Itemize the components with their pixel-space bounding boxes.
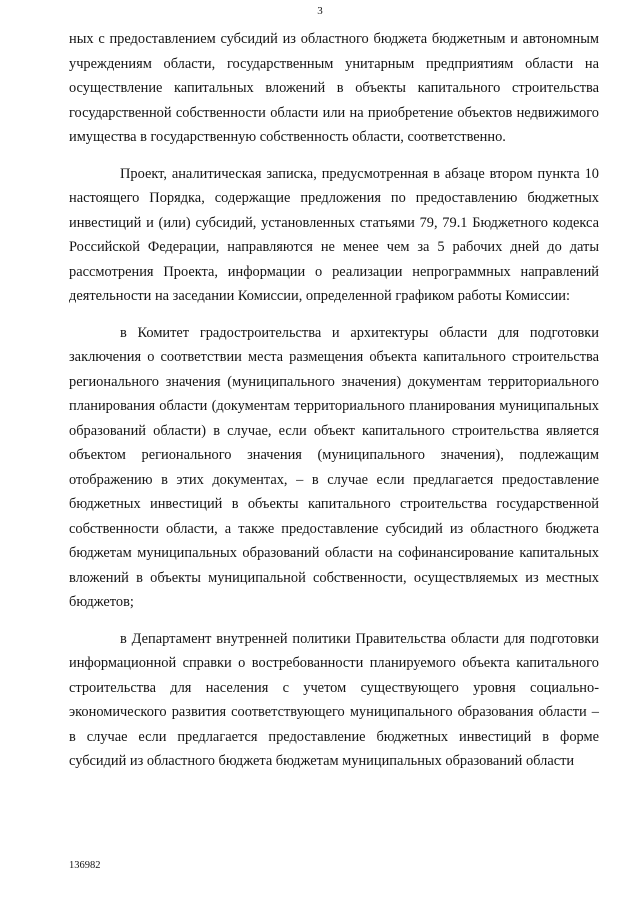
document-body	[69, 27, 599, 774]
paragraph-project-submission: Проект, аналитическая записка, предусмотренная в абзаце втором пункта 10 настоящего Порядка, содержащие предложения по предоставлению бюджетных инвестиций и (или) субсидий, установленных статьями 79, 79.1 Бюджетного кодекса Российской Федерации, направляются не менее чем за 5 рабочих дней до даты рассмотрения Проекта, информации о реализации непрограммных направлений деятельности на заседании Комиссии, определенной графиком работы Комиссии:	[69, 165, 599, 304]
document-code: 136982	[69, 860, 101, 871]
paragraph-internal-policy-department: в Департамент внутренней политики Правительства области для подготовки информационной справки о востребованности планируемого объекта капитального строительства для населения с учетом существующего уровня социально-экономического развития соответствующего муниципального образования области – в случае если предлагается предоставление бюджетных инвестиций в форме субсидий из областного бюджета бюджетам муниципальных образований области	[69, 630, 599, 769]
paragraph-continuation: ных с предоставлением субсидий из областного бюджета бюджетным и автономным учреждениям области, государственным унитарным предприятиям области на осуществление капитальных вложений в объекты капитального строительства государственной собственности области или на приобретение объектов недвижимого имущества в государственную собственность области, соответственно.	[69, 31, 599, 145]
paragraph-urban-planning-committee: в Комитет градостроительства и архитектуры области для подготовки заключения о соответствии места размещения объекта капитального строительства регионального значения (муниципального значения) документам территориального планирования области (документам территориального планирования муниципальных образований области) в случае, если объект капитального строительства является объектом регионального значения (муниципального значения), подлежащим отображению в этих документах, – в случае если предлагается предоставление бюджетных инвестиций в объекты капитального строительства государственной собственности области, а также предоставление субсидий из областного бюджета бюджетам муниципальных образований области на софинансирование капитальных вложений в объекты муниципальной собственности, осуществляемых из местных бюджетов;	[69, 324, 599, 610]
page-number: 3	[317, 5, 323, 17]
